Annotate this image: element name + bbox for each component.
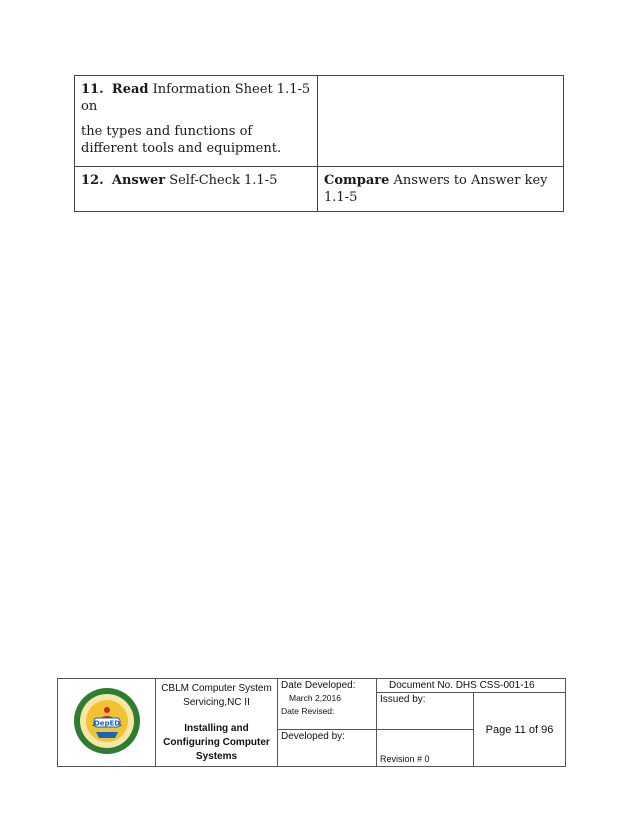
svg-text:DepED: DepED bbox=[93, 719, 120, 728]
task-text: Self-Check 1.1-5 bbox=[169, 173, 278, 188]
developed-by-label: Developed by: bbox=[278, 730, 377, 767]
document-footer bbox=[57, 678, 566, 767]
task-table bbox=[74, 75, 564, 212]
date-developed-label: Date Developed: bbox=[281, 680, 356, 691]
task-number: 12. bbox=[81, 173, 104, 188]
date-revised-label: Date Revised: bbox=[281, 706, 335, 716]
date-cell bbox=[278, 679, 377, 730]
logo-cell bbox=[58, 679, 156, 767]
task-cell bbox=[75, 76, 318, 167]
task-cell bbox=[75, 167, 318, 212]
task-result-cell bbox=[318, 167, 564, 212]
task-verb: Read bbox=[111, 82, 149, 97]
module-title: CBLM Computer System Servicing,NC II bbox=[161, 683, 272, 708]
task-verb: Answer bbox=[111, 173, 166, 188]
module-subtitle: Installing and Configuring Computer Systems bbox=[163, 723, 270, 762]
issued-by-label: Issued by: bbox=[377, 693, 474, 730]
task-row bbox=[75, 76, 564, 167]
revision-number: Revision # 0 bbox=[377, 730, 474, 767]
task-text-continued: the types and functions of different tools and equipment. bbox=[81, 124, 282, 156]
result-verb: Compare bbox=[324, 173, 390, 188]
date-developed-value: March 2,2016 bbox=[289, 693, 341, 703]
task-number: 11. bbox=[81, 82, 104, 97]
task-text: Information Sheet 1.1-5 on bbox=[81, 82, 311, 114]
module-title-cell bbox=[156, 679, 278, 767]
page-number: Page 11 of 96 bbox=[474, 693, 566, 767]
document-number: Document No. DHS CSS-001-16 bbox=[377, 679, 566, 693]
deped-seal-icon bbox=[72, 686, 142, 756]
result-text: Answers to Answer key 1.1-5 bbox=[324, 173, 548, 205]
task-result-cell bbox=[318, 76, 564, 167]
task-row bbox=[75, 167, 564, 212]
